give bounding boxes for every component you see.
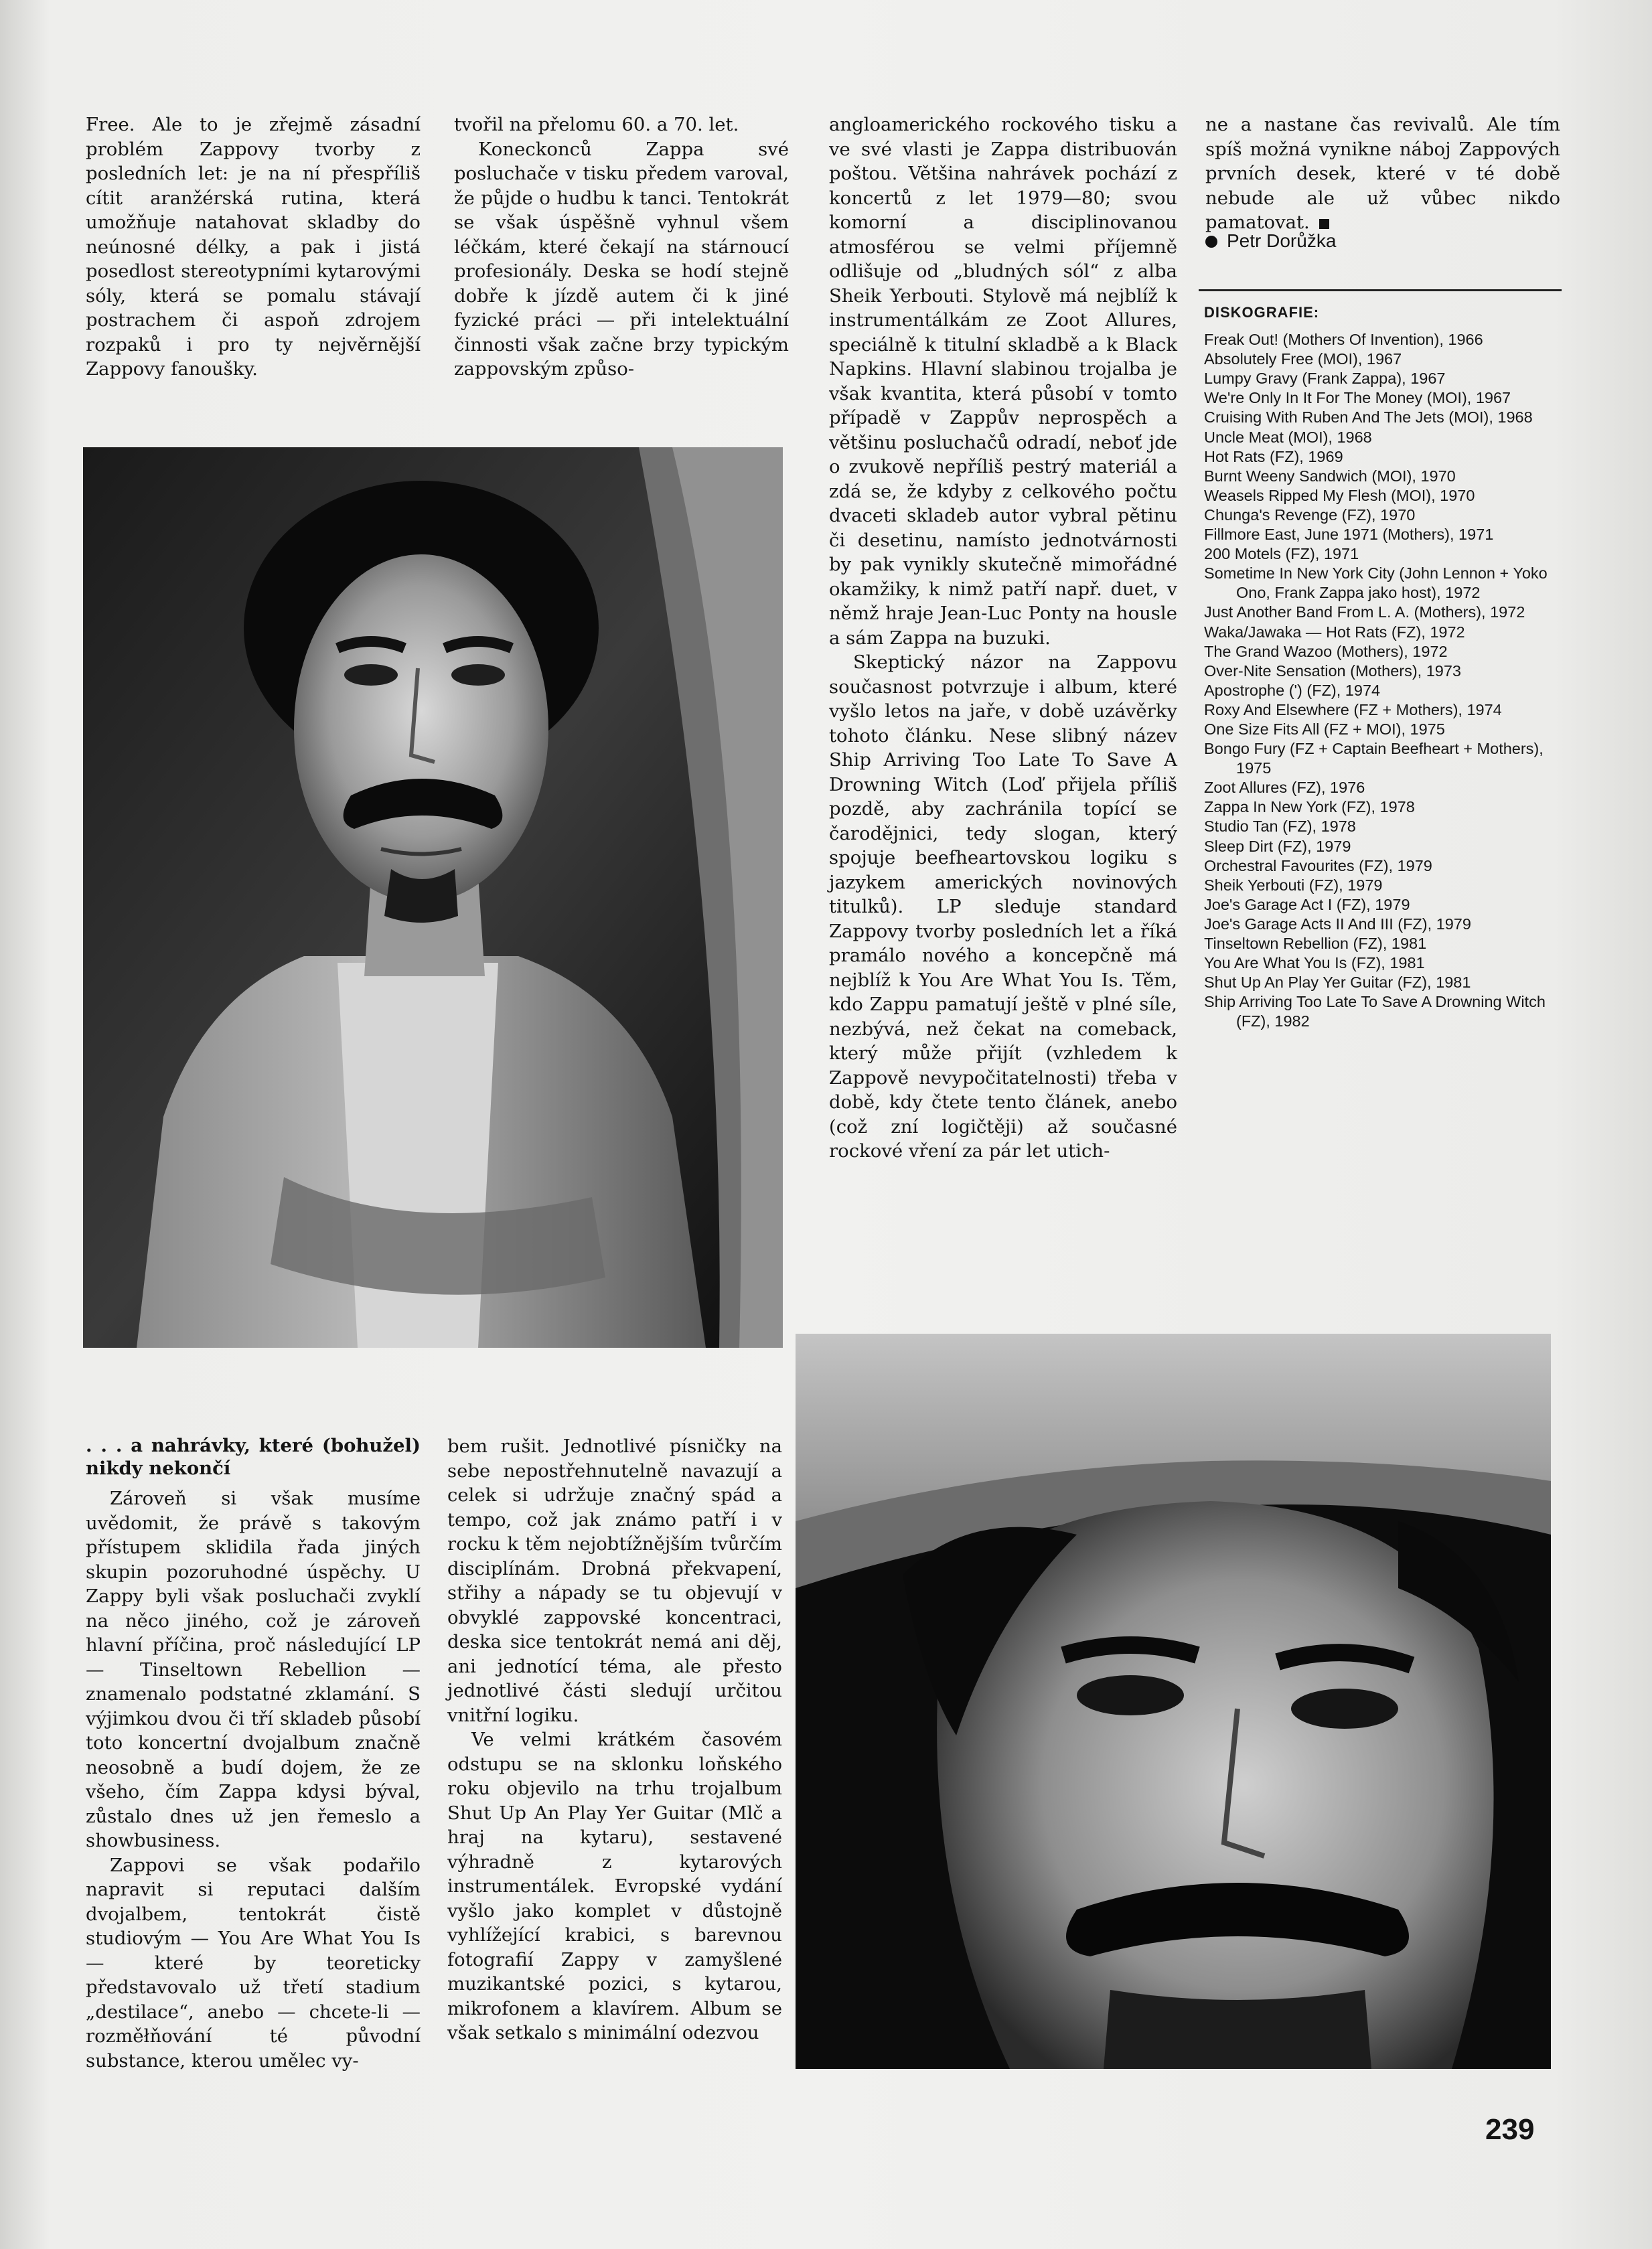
discography — [1204, 303, 1566, 1031]
discography-entry: Ship Arriving Too Late To Save A Drowning Witch (FZ), 1982 — [1204, 993, 1546, 1030]
author-name: Petr Dorůžka — [1227, 230, 1337, 251]
discography-entry: Roxy And Elsewhere (FZ + Mothers), 1974 — [1204, 700, 1502, 718]
discography-entry: Over-Nite Sensation (Mothers), 1973 — [1204, 662, 1461, 680]
discography-entry: Just Another Band From L. A. (Mothers), 1972 — [1204, 603, 1525, 621]
paragraph: bem rušit. Jednotlivé písničky na sebe nepostřehnutelně navazují a celek si udržuje značný spád a tempo, což jak známo patří i v rocku k těm nejobtížnějším tvůrčím disciplínám. Drobná překvapení, střihy a nápady se tu objevují v obvyklé zappovské koncentraci, deska sice tentokrát nemá ani děj, ani jednotící téma, ale přesto jednotlivé části sledují určitou vnitřní logiku. — [447, 1436, 782, 1726]
discography-list — [1204, 330, 1566, 1031]
discography-entry: Hot Rats (FZ), 1969 — [1204, 447, 1343, 465]
text-column-5 — [86, 1434, 421, 2073]
portrait-photo — [83, 447, 783, 1348]
discography-entry: Zappa In New York (FZ), 1978 — [1204, 798, 1415, 816]
discography-entry: Apostrophe (') (FZ), 1974 — [1204, 681, 1381, 699]
discography-heading: DISKOGRAFIE: — [1204, 304, 1320, 321]
discography-entry: Orchestral Favourites (FZ), 1979 — [1204, 856, 1432, 874]
discography-entry: We're Only In It For The Money (MOI), 1967 — [1204, 389, 1511, 407]
discography-entry: Sometime In New York City (John Lennon + Yoko Ono, Frank Zappa jako host), 1972 — [1204, 564, 1548, 602]
discography-entry: Weasels Ripped My Flesh (MOI), 1970 — [1204, 486, 1475, 504]
discography-entry: 200 Motels (FZ), 1971 — [1204, 545, 1359, 563]
divider — [1199, 289, 1562, 291]
discography-entry: Zoot Allures (FZ), 1976 — [1204, 779, 1365, 797]
discography-entry: Joe's Garage Acts II And III (FZ), 1979 — [1204, 915, 1471, 933]
discography-entry: You Are What You Is (FZ), 1981 — [1204, 954, 1425, 972]
discography-entry: Lumpy Gravy (Frank Zappa), 1967 — [1204, 370, 1446, 388]
discography-entry: Freak Out! (Mothers Of Invention), 1966 — [1204, 331, 1483, 349]
paragraph: Zároveň si však musíme uvědomit, že právě s takovým přístupem sklidila řada jiných skupin pozoruhodné úspěchy. U Zappy byli však posluchači zvyklí na něco jiného, což je zároveň hlavní příčina, proč následující LP — Tinseltown Rebellion — znamenalo podstatné zklamání. S výjimkou dvou či tří skladeb působí toto koncertní dvojalbum značně neosobně a budí dojem, že ze všeho, čím Zappa kdysi býval, zůstalo dnes už jen řemeslo a showbusiness. — [86, 1488, 421, 1851]
discography-entry: Burnt Weeny Sandwich (MOI), 1970 — [1204, 467, 1456, 485]
paragraph: Free. Ale to je zřejmě zásadní problém Zappovy tvorby z posledních let: je na ní přespříliš cítit aranžérská rutina, která umožňuje natahovat skladby do neúnosné délky, a pak i jistá posedlost stereotypními kytarovými sóly, která se pomalu stávají postrachem či aspoň zdrojem rozpaků i pro ty nejvěrnější Zappovy fanoušky. — [86, 114, 421, 380]
text-column-6 — [447, 1434, 782, 2045]
discography-entry: Joe's Garage Act I (FZ), 1979 — [1204, 895, 1410, 913]
discography-entry: Sleep Dirt (FZ), 1979 — [1204, 837, 1351, 855]
paragraph: Ve velmi krátkém časovém odstupu se na sklonku loňského roku objevilo na trhu trojalbum Shut Up An Play Yer Guitar (Mlč a hraj na kytaru), sestavené výhradně z kytarových instrumentálek. Evropské vydání vyšlo jako komplet v důstojně vyhlížející krabici, s barevnou fotografií Zappy v zamyšlené muzikantské pozici, s kytarou, mikrofonem a klavírem. Album se však setkalo s minimální odezvou — [447, 1729, 782, 2043]
discography-entry: Fillmore East, June 1971 (Mothers), 1971 — [1204, 526, 1494, 544]
portrait-photo-image — [83, 447, 783, 1348]
discography-entry: Studio Tan (FZ), 1978 — [1204, 818, 1356, 836]
paragraph: tvořil na přelomu 60. a 70. let. — [454, 114, 739, 135]
discography-entry: Tinseltown Rebellion (FZ), 1981 — [1204, 935, 1427, 952]
hat-portrait-photo — [796, 1334, 1551, 2069]
paragraph: Koneckonců Zappa své posluchače v tisku předem varoval, že půjde o hudbu k tanci. Tentokrát se však úspěšně vyhnul všem léčkám, které čekají na stárnoucí profesionály. Deska se hodí stejně dobře k jízdě autem či k jiné fyzické práci — při intelektuální činnosti však začne brzy typickým zappovským způso- — [454, 138, 789, 380]
discography-entry: Chunga's Revenge (FZ), 1970 — [1204, 506, 1416, 524]
discography-entry: Sheik Yerbouti (FZ), 1979 — [1204, 876, 1383, 894]
subheading: . . . a nahrávky, které (bohužel) nikdy nekončí — [86, 1435, 421, 1479]
discography-entry: Waka/Jawaka — Hot Rats (FZ), 1972 — [1204, 623, 1465, 641]
paragraph: Skeptický názor na Zappovu současnost potvrzuje i album, které vyšlo letos na jaře, v době uzávěrky tohoto článku. Nese slibný název Ship Arriving Too Late To Save A Drowning Witch (Loď přijela příliš pozdě, aby zachránila topící se čarodějnici, tedy slogan, který spojuje beefheartovskou logiku s jazykem amerických novinových titulků). LP sleduje standard Zappovy tvorby posledních let a říká pramálo nového a koncepčně má nejblíž k You Are What You Is. Těm, kdo Zappu pamatují ještě v plné síle, nezbývá, než čekat na comeback, který může přijít (vzhledem k Zappově nevypočitatelnosti) třeba v době, kdy čtete tento článek, anebo (což zní logičtěji) až současné rockové vření za pár let utich- — [829, 651, 1177, 1162]
bullet-icon — [1205, 236, 1217, 248]
discography-entry: Absolutely Free (MOI), 1967 — [1204, 350, 1402, 368]
paragraph: Zappovi se však podařilo napravit si reputaci dalším dvojalbem, tentokrát čistě studiovým — You Are What You Is — které by teoreticky představovalo už třetí stadium „destilace“, anebo — chcete-li — rozměłňování té původní substance, kterou umělec vy- — [86, 1854, 421, 2072]
discography-entry: Shut Up An Play Yer Guitar (FZ), 1981 — [1204, 974, 1471, 992]
discography-entry: One Size Fits All (FZ + MOI), 1975 — [1204, 720, 1445, 738]
discography-entry: Bongo Fury (FZ + Captain Beefheart + Mothers), 1975 — [1204, 740, 1544, 777]
discography-entry: Uncle Meat (MOI), 1968 — [1204, 428, 1372, 446]
paragraph: angloamerického rockového tisku a ve své vlasti je Zappa distribuován poštou. Většina nahrávek pochází z koncertů z let 1979—80; svou komorní a disciplinovanou atmosférou se velmi příjemně odlišuje od „bludných sól“ z alba Sheik Yerbouti. Stylově má nejblíž k instrumentálkám ze Zoot Allures, speciálně k titulní skladbě a k Black Napkins. Hlavní slabinou trojalba je však kvantita, která působí v tomto případě v Zappův neprospěch a většinu posluchačů odradí, neboť jde o zvukově nepříliš pestrý materiál a zdá se, že kdyby z celkového počtu dvaceti skladeb autor vybral pětinu či desetinu, namísto jednotvárnosti by pak vynikly skutečně mimořádné okamžiky, k nimž patří např. duet, v němž hraje Jean-Luc Ponty na housle a sám Zappa na buzuki. — [829, 114, 1177, 649]
paragraph-text: ne a nastane čas revivalů. Ale tím spíš možná vynikne náboj Zappových prvních desek, které v té době nebude ale už vůbec nikdo pamatovat. — [1205, 114, 1560, 233]
text-column-1 — [86, 112, 421, 382]
text-column-2 — [454, 112, 789, 382]
page-number: 239 — [1485, 2113, 1535, 2146]
discography-entry: The Grand Wazoo (Mothers), 1972 — [1204, 642, 1448, 660]
hat-portrait-photo-image — [796, 1334, 1551, 2069]
end-mark-icon — [1319, 219, 1329, 229]
text-column-4 — [1205, 112, 1560, 235]
discography-entry: Cruising With Ruben And The Jets (MOI), 1968 — [1204, 408, 1533, 426]
text-column-3 — [829, 112, 1177, 1164]
paragraph — [1205, 112, 1560, 235]
byline — [1205, 230, 1336, 252]
